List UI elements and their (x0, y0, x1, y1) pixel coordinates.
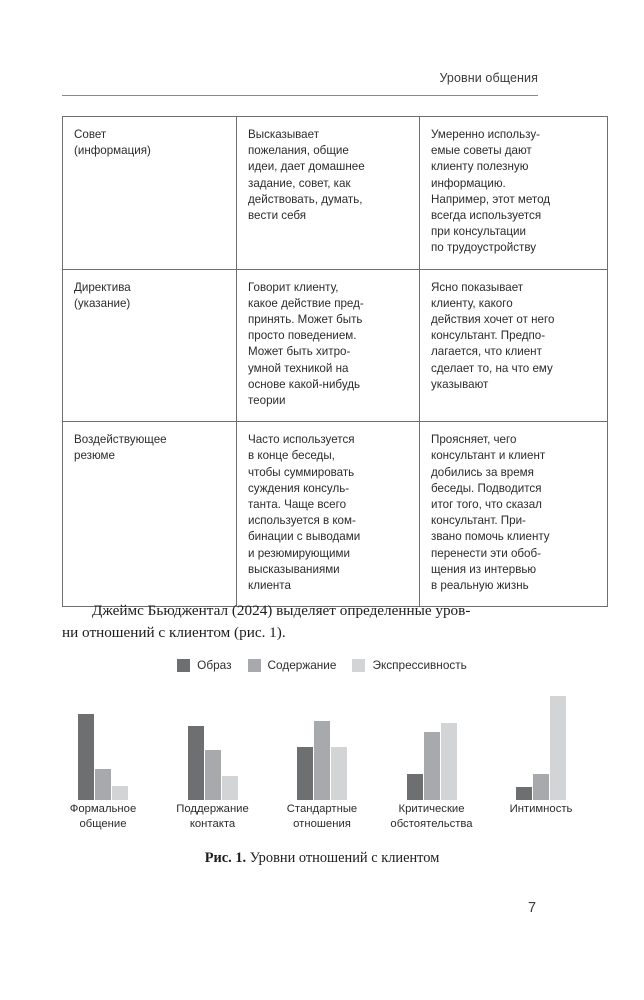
cell-text-line: теории (248, 394, 286, 408)
cell-text-line: Проясняет, чего (431, 433, 517, 447)
bar-group (165, 694, 261, 800)
cell-text-line: Совет (74, 128, 107, 141)
cell-text-line: высказываниями (248, 562, 340, 576)
table-cell-description (237, 422, 420, 607)
bar-group (55, 694, 151, 800)
bar (516, 787, 532, 800)
cell-text-line: указывают (431, 377, 489, 391)
cell-text-line: действия хочет от него (431, 313, 555, 327)
cell-text-line: сделает то, на что ему (431, 361, 553, 375)
cell-text-line: бинации с выводами (248, 530, 361, 544)
cell-text-line: консультант и клиент (431, 449, 546, 463)
bar (95, 769, 111, 800)
cell-text-line: информацию. (431, 176, 506, 190)
bar (222, 776, 238, 800)
cell-text-line: какое действие пред- (248, 296, 364, 310)
table-cell-function (420, 422, 608, 607)
cell-text-line: вести себя (248, 209, 307, 223)
paragraph-line: Джеймс Бьюджентал (2024) выделяет определенные уров- (92, 602, 471, 619)
cell-text-line: Ясно показывает (431, 280, 524, 294)
bar (205, 750, 221, 800)
table-cell-term (63, 422, 237, 607)
cell-text-line: резюме (74, 449, 115, 463)
bar (331, 747, 347, 800)
cell-text-line: используется в ком- (248, 514, 356, 528)
cell-text-line: Говорит клиенту, (248, 280, 339, 294)
legend-label: Экспрессивность (372, 658, 467, 672)
table-cell-description (237, 269, 420, 422)
cell-text-line: итог того, что сказал (431, 498, 542, 512)
x-axis-label-line: Формальное (69, 803, 137, 815)
figure-caption (55, 850, 589, 867)
figure-1 (55, 658, 589, 883)
cell-text-line: клиенту, какого (431, 296, 513, 310)
cell-text-line: задание, совет, как (248, 176, 351, 190)
cell-text-line: чтобы суммировать (248, 465, 355, 479)
cell-text-line: по трудоустройству (431, 241, 537, 255)
cell-text-line: танта. Чаще всего (248, 498, 347, 512)
table-cell-term (63, 117, 237, 270)
cell-text-line: и резюмирующими (248, 546, 350, 560)
x-axis-label (384, 802, 480, 831)
legend-label: Содержание (267, 658, 337, 672)
bar (550, 696, 566, 800)
chart-plot-area (55, 694, 589, 800)
page-number: 7 (527, 900, 537, 916)
bar (441, 723, 457, 800)
legend-swatch-icon (352, 659, 365, 672)
chart-x-axis-labels (55, 802, 589, 831)
table-cell-function (420, 117, 608, 270)
table-row (63, 269, 608, 422)
cell-text-line: основе какой-нибудь (248, 377, 361, 391)
x-axis-label (55, 802, 151, 831)
cell-text-line: перенести эти обоб- (431, 546, 541, 560)
cell-text-line: умной техникой на (248, 361, 349, 375)
x-axis-label-line: Интимность (509, 803, 573, 815)
cell-text-line: суждения консуль- (248, 481, 350, 495)
cell-text-line: щения из интервью (431, 562, 537, 576)
cell-text-line: при консультации (431, 225, 526, 239)
cell-text-line: всегда используется (431, 209, 542, 223)
cell-text-line: звано помочь клиенту (431, 530, 550, 544)
x-axis-label-line: контакта (189, 817, 236, 830)
table-cell-term (63, 269, 237, 422)
x-axis-label-line: общение (79, 817, 127, 830)
cell-text-line: Высказывает (248, 128, 320, 141)
table-row (63, 117, 608, 270)
legend-swatch-icon (248, 659, 261, 672)
bar-group (493, 694, 589, 800)
bar (78, 714, 94, 800)
cell-text-line: в реальную жизнь (431, 579, 529, 593)
x-axis-label (274, 802, 370, 831)
x-axis-label-line: Стандартные (286, 803, 358, 815)
x-axis-label (165, 802, 261, 831)
cell-text-line: консультант. При- (431, 514, 526, 528)
cell-text-line: (указание) (74, 296, 131, 310)
cell-text-line: идеи, дает домашнее (248, 160, 365, 174)
bar-group (274, 694, 370, 800)
bar (314, 721, 330, 800)
cell-text-line: пожелания, общие (248, 144, 349, 158)
cell-text-line: Часто используется (248, 433, 355, 447)
x-axis-label (493, 802, 589, 831)
cell-text-line: клиента (248, 579, 291, 593)
cell-text-line: Директива (74, 280, 131, 294)
cell-text-line: добились за время (431, 465, 534, 479)
table-cell-description (237, 117, 420, 270)
legend-label: Образ (197, 658, 232, 672)
table-row (63, 422, 608, 607)
figure-caption-text: Уровни отношений с клиентом (246, 850, 440, 866)
bar (407, 774, 423, 800)
chart-legend (55, 658, 589, 672)
bar (424, 732, 440, 800)
cell-text-line: принять. Может быть (248, 313, 363, 327)
cell-text-line: (информация) (74, 144, 151, 158)
x-axis-label-line: Критические (398, 803, 465, 815)
legend-item-2 (352, 658, 466, 672)
bar (297, 747, 313, 800)
figure-caption-label: Рис. 1. (204, 850, 247, 866)
bar (188, 726, 204, 800)
bar (112, 786, 128, 800)
cell-text-line: Может быть хитро- (248, 345, 351, 359)
cell-text-line: просто поведением. (248, 329, 357, 343)
cell-text-line: Например, этот метод (431, 192, 551, 206)
legend-item-0 (177, 658, 231, 672)
cell-text-line: Воздействующее (74, 433, 167, 447)
table-body (63, 117, 608, 607)
running-head-rule (62, 95, 538, 96)
chart-bar-groups (55, 694, 589, 800)
bar (533, 774, 549, 800)
legend-swatch-icon (177, 659, 190, 672)
x-axis-label-line: Поддержание (176, 803, 249, 815)
cell-text-line: клиенту полезную (431, 160, 529, 174)
x-axis-label-line: обстоятельства (390, 817, 473, 830)
cell-text-line: консультант. Предпо- (431, 329, 546, 343)
table-cell-function (420, 269, 608, 422)
cell-text-line: Умеренно использу- (431, 128, 541, 141)
x-axis-label-line: отношения (293, 817, 351, 830)
cell-text-line: беседы. Подводится (431, 481, 542, 495)
body-paragraph (62, 600, 540, 644)
cell-text-line: емые советы дают (431, 144, 532, 158)
bar-group (384, 694, 480, 800)
cell-text-line: в конце беседы, (248, 449, 335, 463)
legend-item-1 (248, 658, 337, 672)
techniques-table (62, 116, 608, 607)
cell-text-line: действовать, думать, (248, 192, 363, 206)
cell-text-line: лагается, что клиент (431, 345, 542, 359)
paragraph-line: ни отношений с клиентом (рис. 1). (62, 624, 286, 641)
running-head: Уровни общения (439, 71, 538, 85)
